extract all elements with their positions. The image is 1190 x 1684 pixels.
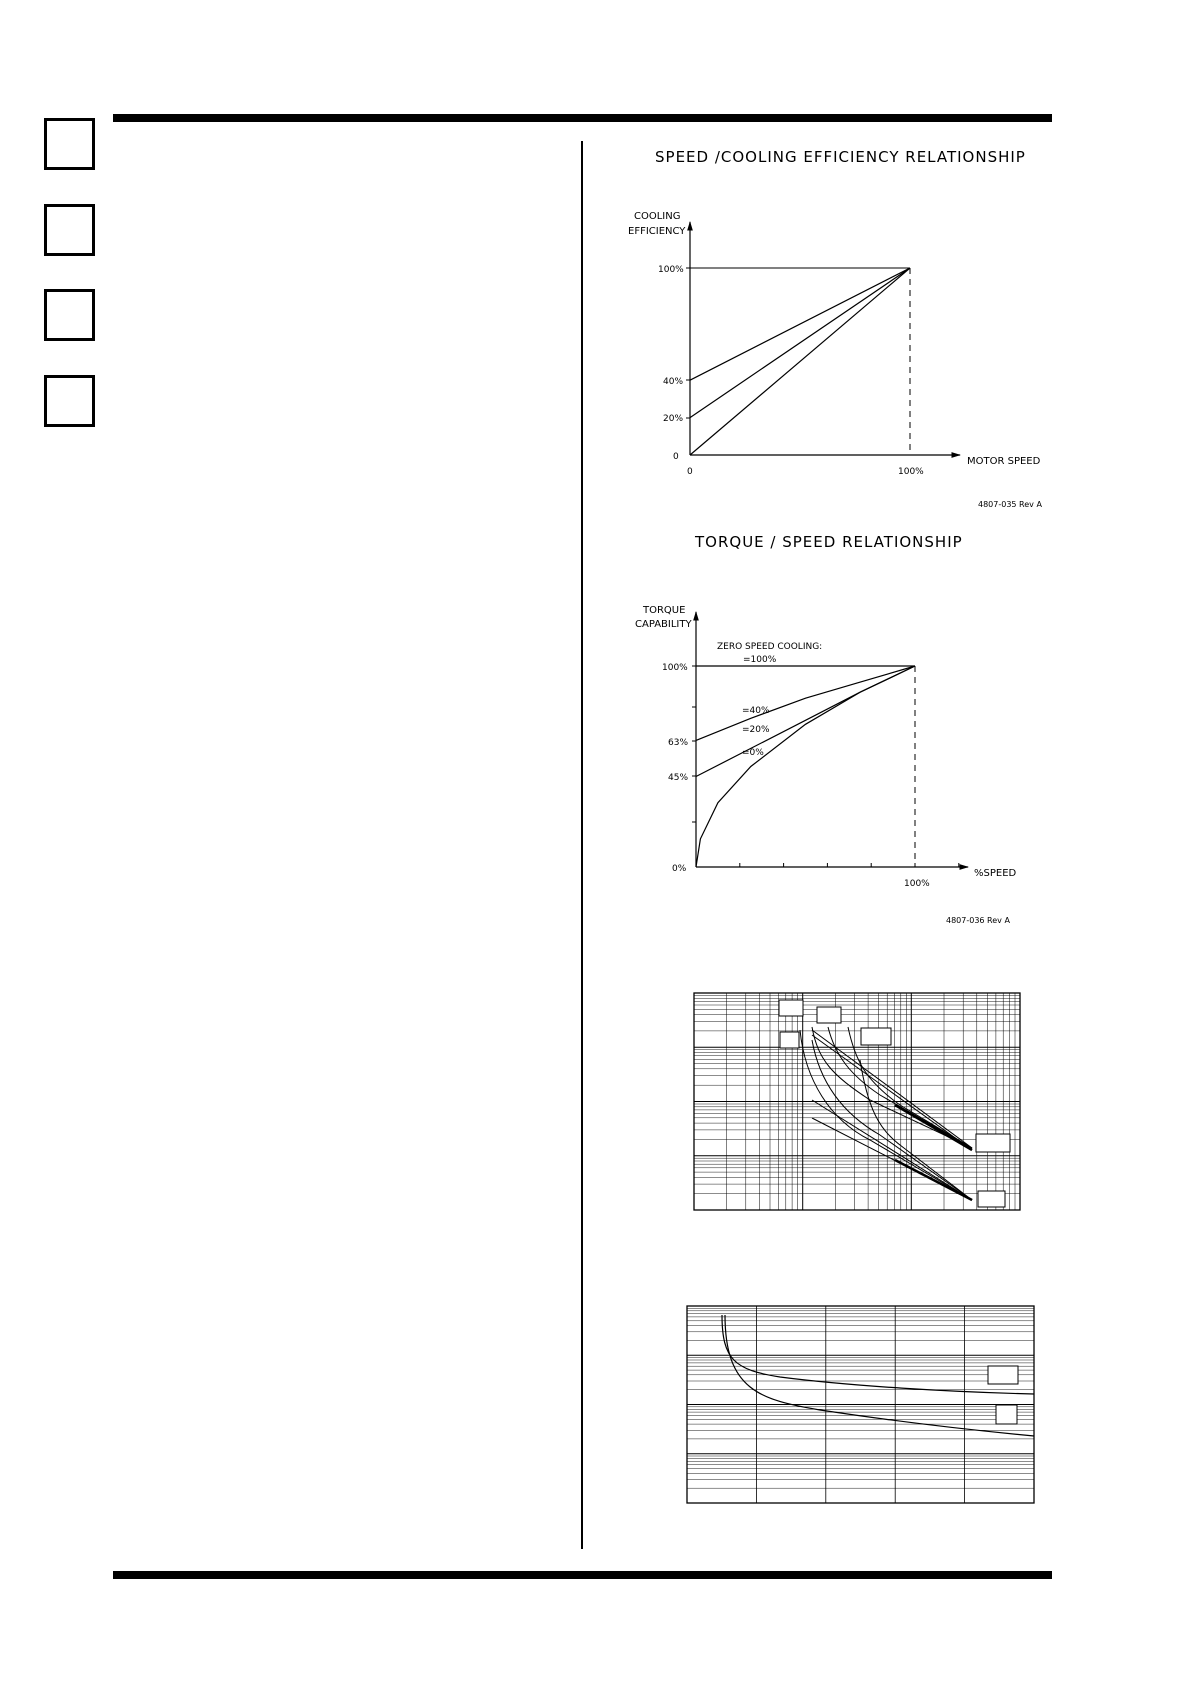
chart2-ytick-100: 100% bbox=[662, 663, 688, 673]
chart1 bbox=[628, 211, 1042, 509]
chart2-xtick-100: 100% bbox=[904, 879, 930, 889]
chart3-label-box-6 bbox=[978, 1191, 1005, 1207]
chart2-xlabel: %SPEED bbox=[974, 868, 1017, 879]
chart4-label-box-2 bbox=[996, 1405, 1017, 1424]
chart1-xlabel: MOTOR SPEED bbox=[967, 456, 1041, 467]
chart1-ytick-100: 100% bbox=[658, 265, 684, 275]
chart1-ylabel-line1: COOLING bbox=[634, 211, 681, 222]
chart2-ylabel-line2: CAPABILITY bbox=[635, 619, 692, 630]
chart1-ytick-0: 0 bbox=[673, 452, 679, 462]
chart3-label-box-5 bbox=[976, 1134, 1010, 1152]
chart3-curve-10 bbox=[812, 1035, 972, 1150]
chart1-series-line-1 bbox=[690, 268, 910, 380]
chart1-title: SPEED /COOLING EFFICIENCY RELATIONSHIP bbox=[655, 148, 1026, 166]
chart2-ylabel-line1: TORQUE bbox=[643, 605, 686, 616]
chart2-reference: 4807-036 Rev A bbox=[946, 916, 1010, 925]
chart2-series-label-40: =40% bbox=[742, 706, 770, 716]
chart1-ytick-40: 40% bbox=[663, 377, 684, 387]
chart2-title: TORQUE / SPEED RELATIONSHIP bbox=[695, 533, 963, 551]
chart1-reference: 4807-035 Rev A bbox=[978, 500, 1042, 509]
chart1-series-line-3 bbox=[690, 268, 910, 455]
chart3-label-box-2 bbox=[817, 1007, 841, 1023]
chart4-label-box-1 bbox=[988, 1366, 1018, 1384]
chart2-series-line-4 bbox=[696, 666, 915, 867]
chart2-series-label-20: =20% bbox=[742, 725, 770, 735]
chart2-series-line-3 bbox=[696, 666, 915, 777]
chart2-series-label-0: =0% bbox=[742, 748, 764, 758]
chart3-curve-7 bbox=[812, 1100, 972, 1200]
chart2-ytick-63: 63% bbox=[668, 738, 689, 748]
chart4 bbox=[687, 1306, 1034, 1503]
chart2-ytick-45: 45% bbox=[668, 773, 689, 783]
chart2-series-label-100: =100% bbox=[743, 655, 777, 665]
chart4-curve-upper bbox=[722, 1315, 1034, 1394]
chart1-xtick-0: 0 bbox=[687, 467, 693, 477]
chart2-series-line-2 bbox=[696, 666, 915, 740]
chart3 bbox=[694, 993, 1020, 1210]
chart2-ytick-0: 0% bbox=[672, 864, 687, 874]
chart3-label-box-4 bbox=[861, 1028, 891, 1045]
chart3-label-box-1 bbox=[779, 1000, 803, 1016]
chart1-series-line-2 bbox=[690, 268, 910, 418]
chart2 bbox=[635, 605, 1017, 925]
chart3-label-box-3 bbox=[780, 1032, 799, 1048]
chart1-ytick-20: 20% bbox=[663, 414, 684, 424]
chart1-xtick-100: 100% bbox=[898, 467, 924, 477]
chart3-curve-5 bbox=[812, 1040, 972, 1200]
chart1-ylabel-line2: EFFICIENCY bbox=[628, 226, 686, 237]
chart2-legend-title: ZERO SPEED COOLING: bbox=[717, 642, 823, 652]
